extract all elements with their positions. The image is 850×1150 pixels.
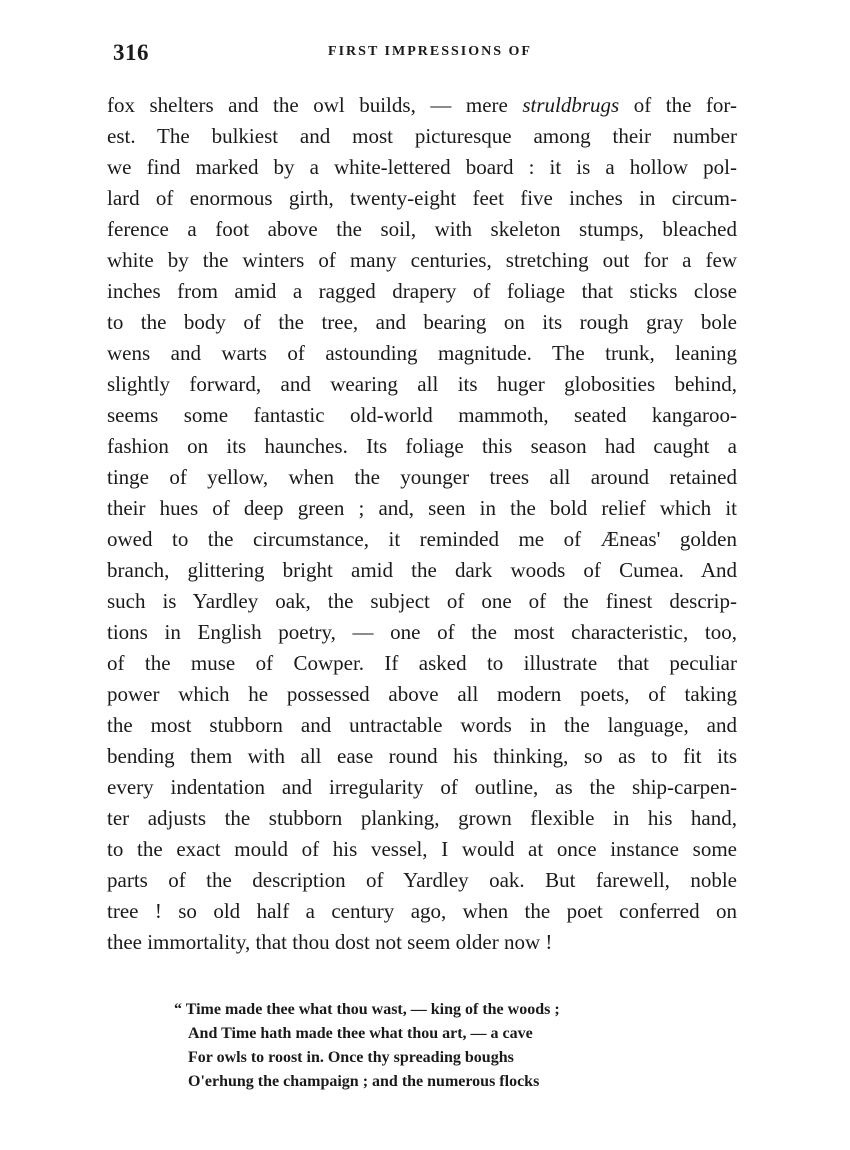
text-line: fox shelters and the owl builds, — mere struldbrugs of the for-: [107, 93, 737, 117]
text-line: bending them with all ease round his thinking, so as to fit its: [107, 744, 737, 768]
text-line: such is Yardley oak, the subject of one of the finest descrip-: [107, 589, 737, 613]
text-line: to the exact mould of his vessel, I would at once instance some: [107, 837, 737, 861]
text-line: of the muse of Cowper. If asked to illustrate that peculiar: [107, 651, 737, 675]
text-line: their hues of deep green ; and, seen in the bold relief which it: [107, 496, 737, 520]
quote-line: And Time hath made thee what thou art, — a cave: [188, 1025, 533, 1042]
text-line: the most stubborn and untractable words in the language, and: [107, 713, 737, 737]
text-line: white by the winters of many centuries, stretching out for a few: [107, 248, 737, 272]
text-line: thee immortality, that thou dost not seem older now !: [107, 930, 553, 954]
text-line: inches from amid a ragged drapery of foliage that sticks close: [107, 279, 737, 303]
text-line: parts of the description of Yardley oak. But farewell, noble: [107, 868, 737, 892]
text-line: to the body of the tree, and bearing on its rough gray bole: [107, 310, 737, 334]
text-line: tinge of yellow, when the younger trees all around retained: [107, 465, 737, 489]
text-line: slightly forward, and wearing all its huger globosities behind,: [107, 372, 737, 396]
page-number: 316: [113, 40, 149, 65]
text-line: est. The bulkiest and most picturesque among their number: [107, 124, 737, 148]
quote-line: For owls to roost in. Once thy spreading boughs: [188, 1049, 514, 1066]
text-line: power which he possessed above all modern poets, of taking: [107, 682, 737, 706]
text-line: wens and warts of astounding magnitude. The trunk, leaning: [107, 341, 737, 365]
text-line: ter adjusts the stubborn planking, grown flexible in his hand,: [107, 806, 737, 830]
text-line: we find marked by a white-lettered board : it is a hollow pol-: [107, 155, 737, 179]
text-line: fashion on its haunches. Its foliage this season had caught a: [107, 434, 737, 458]
text-line: seems some fantastic old-world mammoth, seated kangaroo-: [107, 403, 737, 427]
running-title: FIRST IMPRESSIONS OF: [328, 44, 532, 59]
text-line: tions in English poetry, — one of the most characteristic, too,: [107, 620, 737, 644]
text-line: tree ! so old half a century ago, when the poet conferred on: [107, 899, 737, 923]
text-line: ference a foot above the soil, with skeleton stumps, bleached: [107, 217, 737, 241]
italic-word: struldbrugs: [522, 93, 620, 117]
block-quotation: [174, 998, 694, 1094]
text-line: every indentation and irregularity of outline, as the ship-carpen-: [107, 775, 737, 799]
quote-line: O'erhung the champaign ; and the numerous flocks: [188, 1073, 540, 1090]
body-paragraph: [107, 90, 737, 958]
text-line: branch, glittering bright amid the dark woods of Cumea. And: [107, 558, 737, 582]
quote-line: “ Time made thee what thou wast, — king of the woods ;: [174, 1001, 560, 1018]
text-line: owed to the circumstance, it reminded me of Æneas' golden: [107, 527, 737, 551]
text-line: lard of enormous girth, twenty-eight feet five inches in circum-: [107, 186, 737, 210]
